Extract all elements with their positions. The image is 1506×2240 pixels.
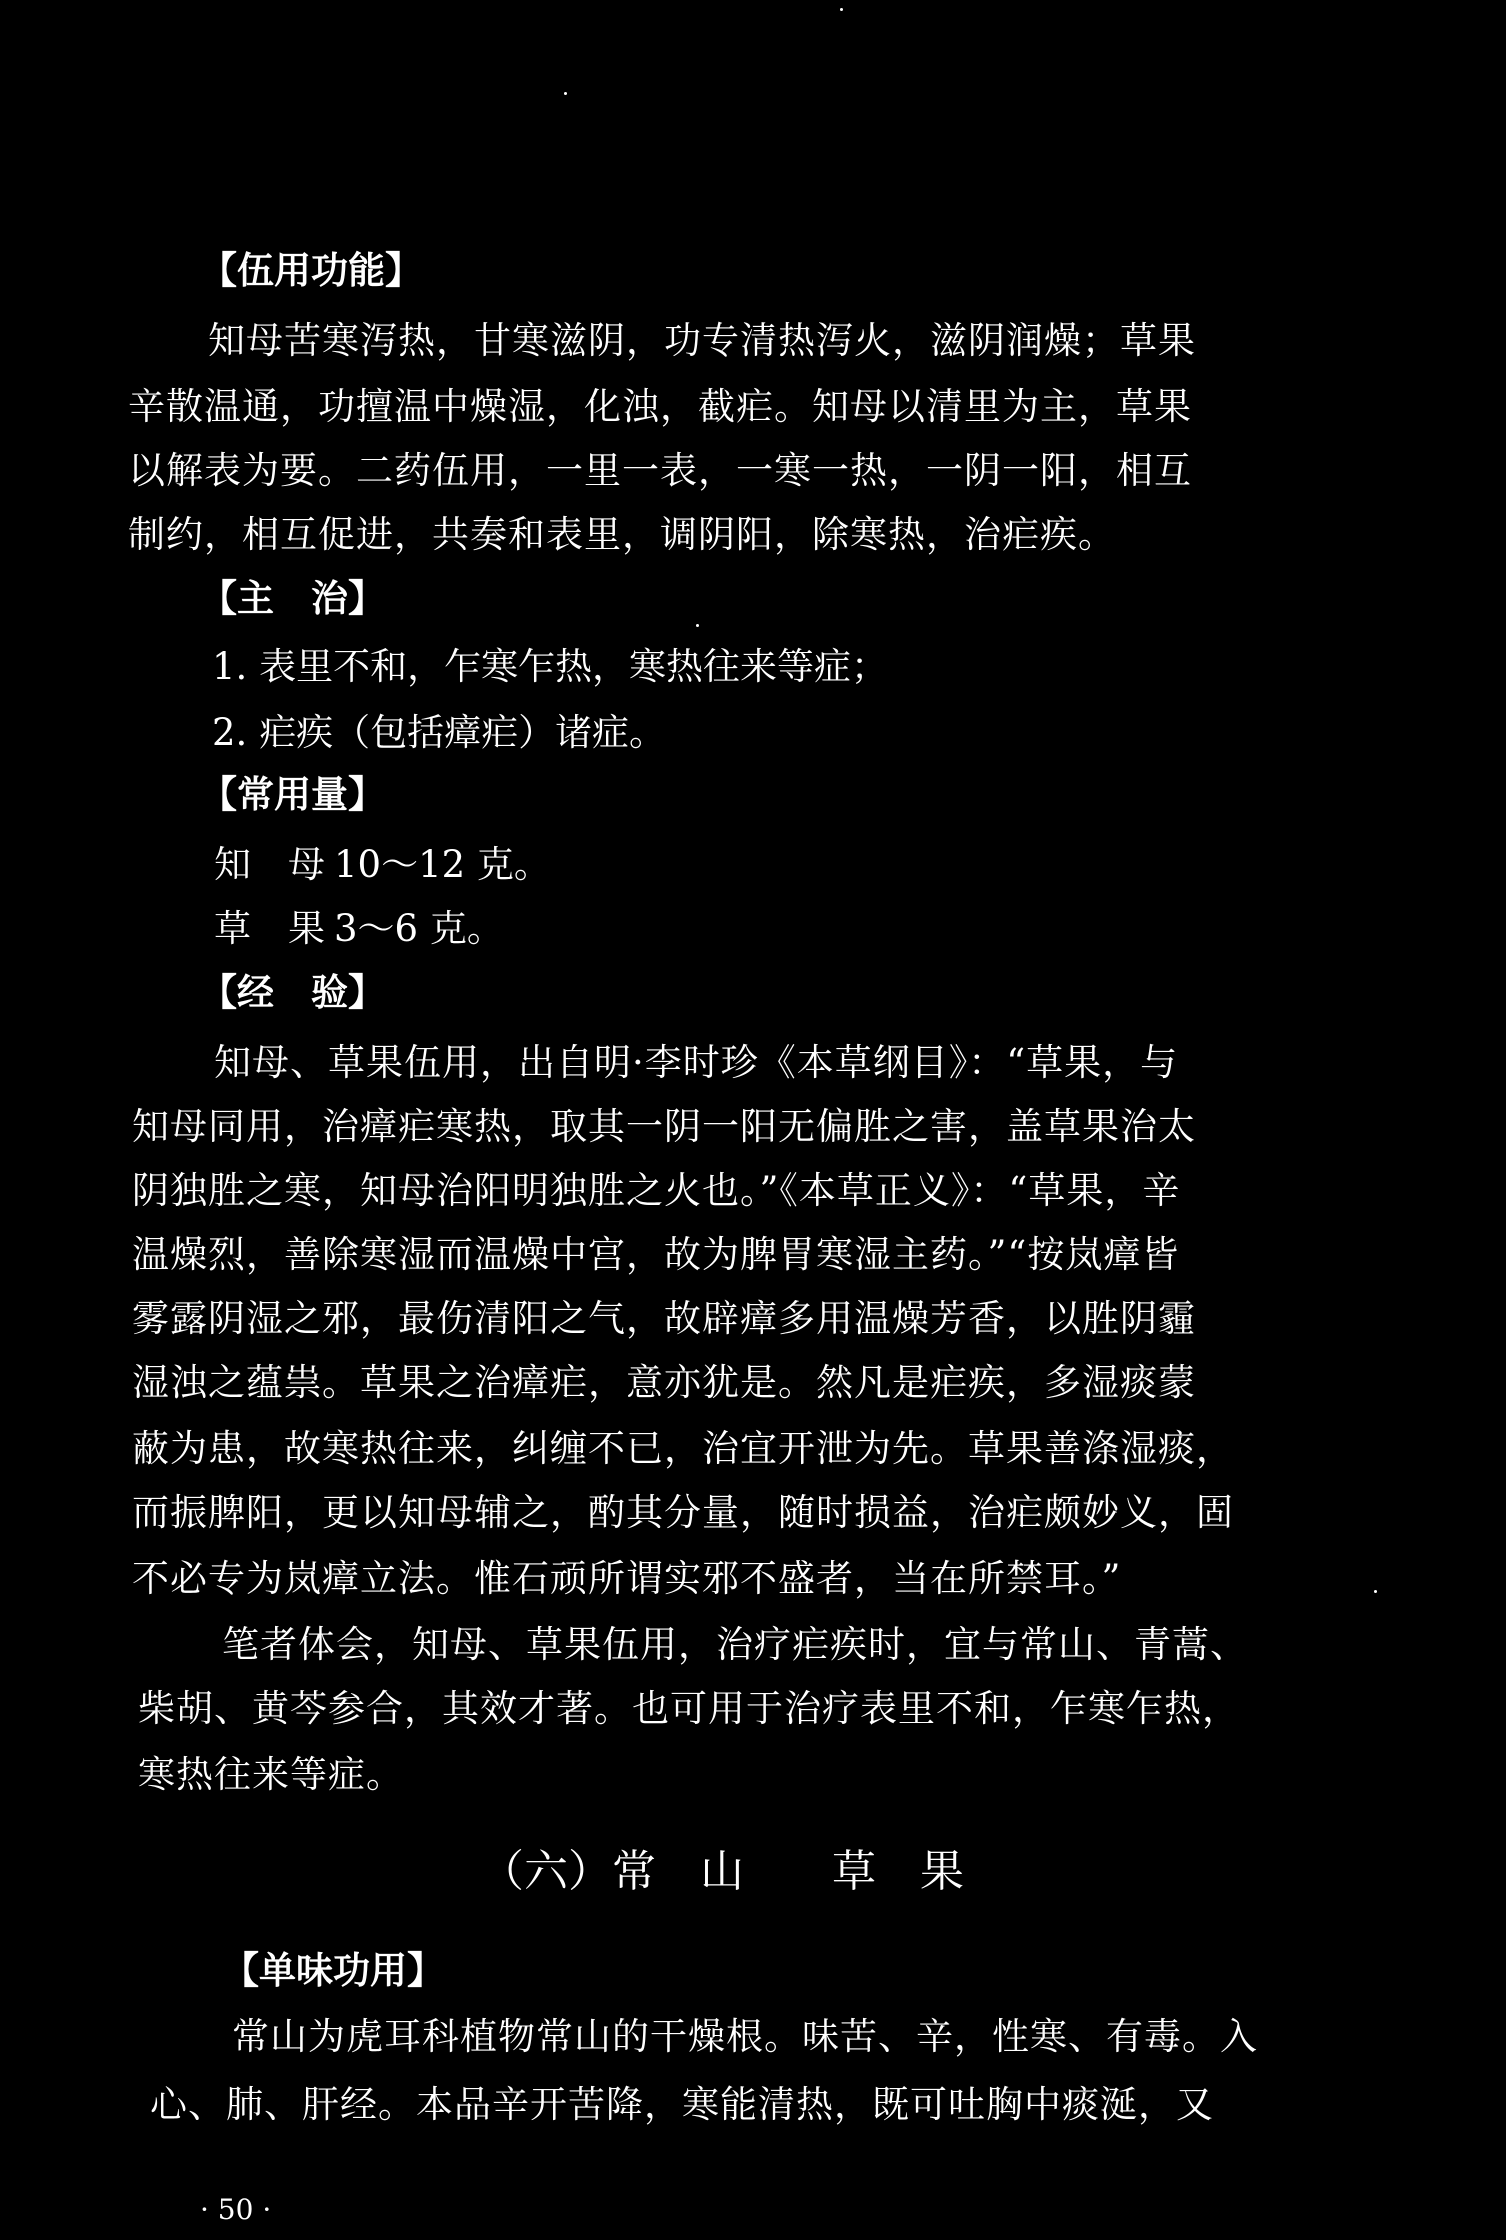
heading-compatibility: 【伍用功能】 [200, 249, 422, 292]
scan-speck [696, 624, 699, 627]
paragraph-line: 柴胡、黄芩参合，其效才著。也可用于治疗表里不和，乍寒乍热， [138, 1687, 1240, 1730]
paragraph-line: 制约，相互促进，共奏和表里，调阴阳，除寒热，治疟疾。 [128, 513, 1116, 556]
section-title: （六）常 山 草 果 [480, 1846, 964, 1897]
page-number: · 50 · [200, 2193, 272, 2226]
dosage-herb-name: 知 母 [214, 843, 325, 886]
heading-indications: 【主 治】 [200, 577, 385, 620]
paragraph-line: 知母苦寒泻热，甘寒滋阴，功专清热泻火，滋阴润燥；草果 [208, 319, 1196, 362]
heading-experience: 【经 验】 [200, 971, 385, 1014]
scan-speck [564, 92, 567, 95]
paragraph-line: 知母同用，治瘴疟寒热，取其一阴一阳无偏胜之害，盖草果治太 [132, 1105, 1196, 1148]
paragraph-line: 阴独胜之寒，知母治阳明独胜之火也。”《本草正义》：“草果，辛 [132, 1169, 1181, 1212]
paragraph-line: 辛散温通，功擅温中燥湿，化浊，截疟。知母以清里为主，草果 [128, 385, 1192, 428]
paragraph-line: 常山为虎耳科植物常山的干燥根。味苦、辛，性寒、有毒。入 [232, 2015, 1258, 2058]
heading-single-herb-function: 【单味功用】 [222, 1949, 444, 1992]
paragraph-line: 而振脾阳，更以知母辅之，酌其分量，随时损益，治疟颇妙义，固 [132, 1491, 1234, 1534]
paragraph-line: 雾露阴湿之邪，最伤清阳之气，故辟瘴多用温燥芳香，以胜阴霾 [132, 1297, 1196, 1340]
heading-dosage: 【常用量】 [200, 773, 385, 816]
scan-speck [840, 8, 843, 11]
dosage-item [214, 843, 551, 886]
paragraph-line: 知母、草果伍用，出自明·李时珍《本草纲目》：“草果，与 [214, 1041, 1179, 1084]
paragraph-line: 蔽为患，故寒热往来，纠缠不已，治宜开泄为先。草果善涤湿痰， [132, 1427, 1234, 1470]
indication-item: 1. 表里不和，乍寒乍热，寒热往来等症； [212, 645, 889, 688]
paragraph-line: 湿浊之蕴祟。草果之治瘴疟，意亦犹是。然凡是疟疾，多湿痰蒙 [132, 1361, 1196, 1404]
paragraph-line: 以解表为要。二药伍用，一里一表，一寒一热，一阴一阳，相互 [128, 449, 1192, 492]
paragraph-line: 寒热往来等症。 [138, 1753, 404, 1796]
paragraph-line: 心、肺、肝经。本品辛开苦降，寒能清热，既可吐胸中痰涎，又 [150, 2083, 1214, 2126]
indication-item: 2. 疟疾（包括瘴疟）诸症。 [212, 711, 667, 754]
dosage-amount: 3～6 克。 [334, 907, 504, 950]
dosage-item [214, 907, 504, 950]
scan-speck [1374, 1590, 1377, 1593]
dosage-amount: 10～12 克。 [334, 843, 551, 886]
paragraph-line: 温燥烈，善除寒湿而温燥中宫，故为脾胃寒湿主药。”“按岚瘴皆 [132, 1233, 1180, 1276]
dosage-herb-name: 草 果 [214, 907, 325, 950]
paragraph-line: 不必专为岚瘴立法。惟石顽所谓实邪不盛者，当在所禁耳。” [132, 1557, 1122, 1600]
paragraph-line: 笔者体会，知母、草果伍用，治疗疟疾时，宜与常山、青蒿、 [222, 1623, 1248, 1666]
